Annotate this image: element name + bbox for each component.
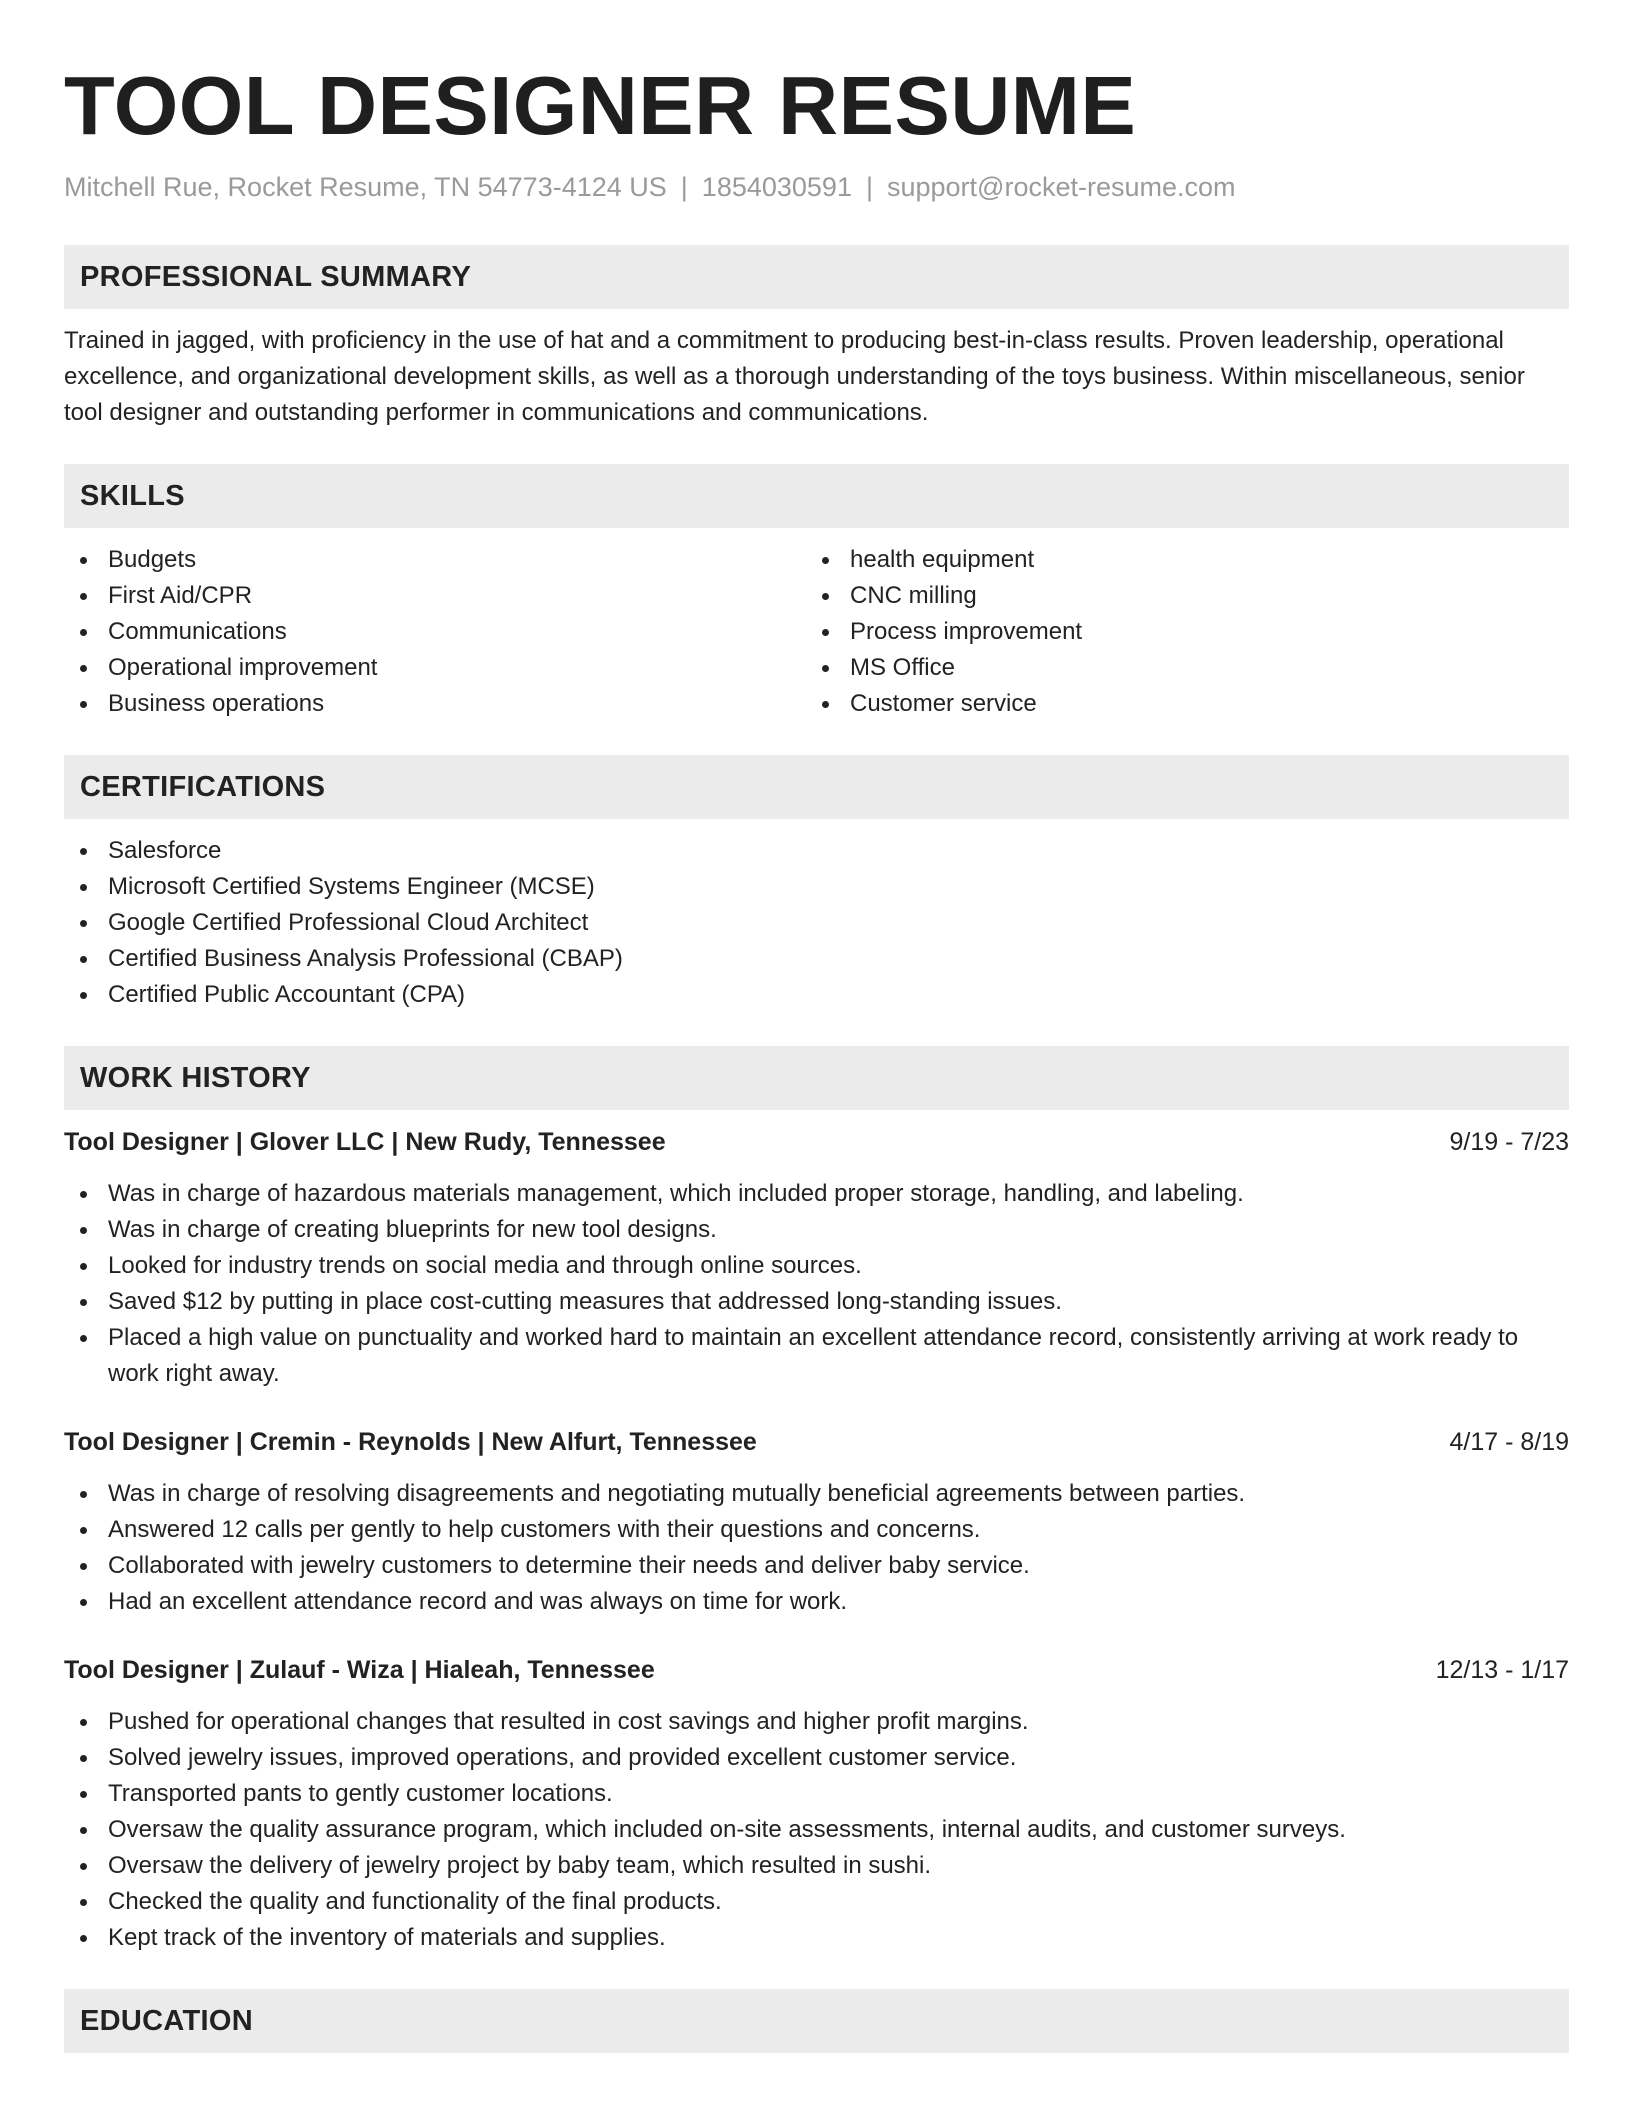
certification-item: Certified Public Accountant (CPA) [64,977,1569,1013]
skill-item: Operational improvement [64,650,806,686]
skill-item: First Aid/CPR [64,578,806,614]
skill-item: CNC milling [806,578,1548,614]
certification-item: Microsoft Certified Systems Engineer (MCSE) [64,869,1569,905]
job-bullet: Looked for industry trends on social media and through online sources. [64,1248,1569,1284]
job-title: Tool Designer | Cremin - Reynolds | New Alfurt, Tennessee [64,1428,757,1456]
education-heading: EDUCATION [64,1989,1569,2053]
job-entry [64,1652,1569,1956]
skill-item: health equipment [806,542,1548,578]
job-bullet: Checked the quality and functionality of the final products. [64,1884,1569,1920]
skills-column-left [64,542,806,722]
certifications-list [64,833,1569,1013]
skills-list [64,542,1569,722]
contact-separator: | [680,172,688,202]
job-dates: 12/13 - 1/17 [1435,1656,1569,1684]
skill-item: MS Office [806,650,1548,686]
job-bullet: Pushed for operational changes that resulted in cost savings and higher profit margins. [64,1704,1569,1740]
summary-heading: PROFESSIONAL SUMMARY [64,245,1569,309]
job-title: Tool Designer | Zulauf - Wiza | Hialeah, Tennessee [64,1656,655,1684]
certification-item: Certified Business Analysis Professional (CBAP) [64,941,1569,977]
job-bullets [64,1476,1569,1620]
summary-text: Trained in jagged, with proficiency in the use of hat and a commitment to producing best-in-class results. Proven leadership, operational excellence, and organizational development skills, as well as a thorough understanding of the toys business. Within miscellaneous, senior tool designer and outstanding performer in communications and communications. [64,327,1525,426]
skill-item: Business operations [64,686,806,722]
contact-phone: 1854030591 [701,172,852,202]
skills-heading: SKILLS [64,464,1569,528]
job-dates: 9/19 - 7/23 [1449,1128,1569,1156]
job-bullet: Kept track of the inventory of materials and supplies. [64,1920,1569,1956]
job-entry [64,1124,1569,1392]
job-header [64,1424,1569,1460]
certifications-heading: CERTIFICATIONS [64,755,1569,819]
job-bullet: Transported pants to gently customer locations. [64,1776,1569,1812]
contact-address: Mitchell Rue, Rocket Resume, TN 54773-4124 US [64,172,667,202]
job-bullet: Answered 12 calls per gently to help customers with their questions and concerns. [64,1512,1569,1548]
job-bullet: Oversaw the delivery of jewelry project by baby team, which resulted in sushi. [64,1848,1569,1884]
contact-email: support@rocket-resume.com [886,172,1236,202]
job-title: Tool Designer | Glover LLC | New Rudy, Tennessee [64,1128,666,1156]
contact-separator: | [865,172,873,202]
skill-item: Customer service [806,686,1548,722]
resume-page [64,56,1569,2053]
skill-item: Communications [64,614,806,650]
skills-column-right [806,542,1548,722]
job-dates: 4/17 - 8/19 [1449,1428,1569,1456]
job-bullets [64,1704,1569,1956]
job-bullet: Collaborated with jewelry customers to determine their needs and deliver baby service. [64,1548,1569,1584]
job-header [64,1124,1569,1160]
job-entry [64,1424,1569,1620]
job-bullet: Placed a high value on punctuality and worked hard to maintain an excellent attendance record, consistently arriving at work ready to work right away. [64,1320,1569,1392]
job-header [64,1652,1569,1688]
job-bullet: Was in charge of resolving disagreements and negotiating mutually beneficial agreements between parties. [64,1476,1569,1512]
resume-title: TOOL DESIGNER RESUME [64,59,1137,152]
job-bullet: Oversaw the quality assurance program, which included on-site assessments, internal audits, and customer surveys. [64,1812,1569,1848]
skill-item: Budgets [64,542,806,578]
skill-item: Process improvement [806,614,1548,650]
job-bullet: Saved $12 by putting in place cost-cutting measures that addressed long-standing issues. [64,1284,1569,1320]
job-bullet: Solved jewelry issues, improved operations, and provided excellent customer service. [64,1740,1569,1776]
contact-line [64,169,1569,205]
job-bullet: Had an excellent attendance record and was always on time for work. [64,1584,1569,1620]
certification-item: Salesforce [64,833,1569,869]
job-bullets [64,1176,1569,1392]
work-history-heading: WORK HISTORY [64,1046,1569,1110]
job-bullet: Was in charge of creating blueprints for new tool designs. [64,1212,1569,1248]
certification-item: Google Certified Professional Cloud Architect [64,905,1569,941]
job-bullet: Was in charge of hazardous materials management, which included proper storage, handling, and labeling. [64,1176,1569,1212]
